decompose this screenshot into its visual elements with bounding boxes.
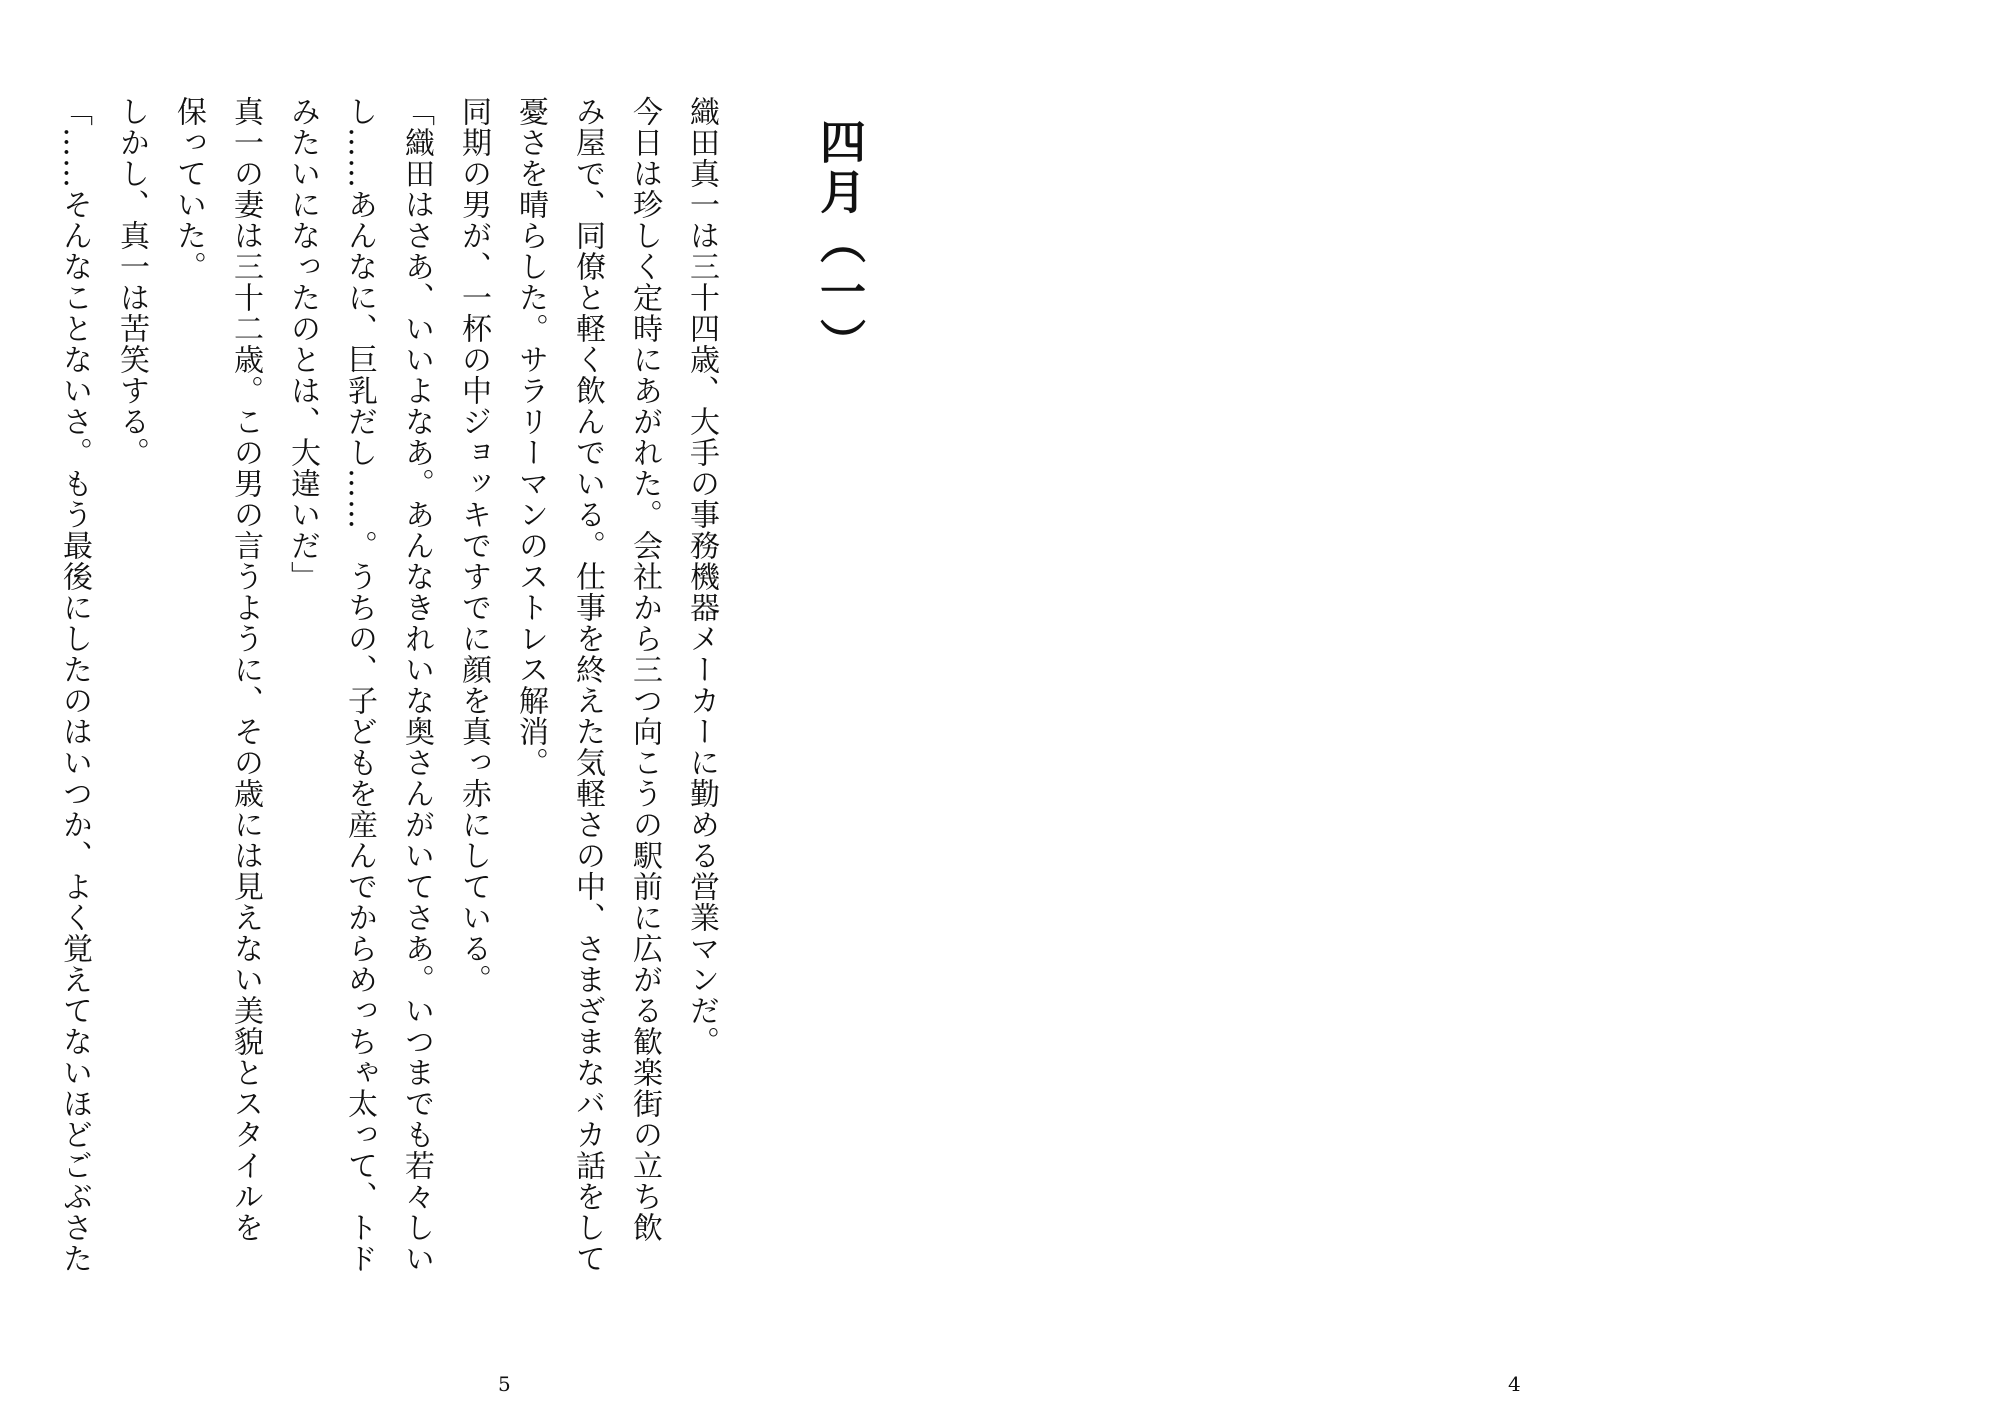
text-line: 織田真一は三十四歳、大手の事務機器メーカーに勤める営業マンだ。 xyxy=(684,96,719,1057)
text-line: 「織田はさあ、いいよなあ。あんなきれいな奥さんがいてさあ。いつまでも若々しい xyxy=(399,96,434,1274)
text-line: 同期の男が、一杯の中ジョッキですでに顔を真っ赤にしている。 xyxy=(456,96,491,995)
right-page xyxy=(1000,0,2000,1410)
page-number: 4 xyxy=(1508,1372,1521,1396)
text-line: 今日は珍しく定時にあがれた。会社から三つ向こうの駅前に広がる歓楽街の立ち飲 xyxy=(627,96,662,1243)
text-line: みたいになったのとは、大違いだ」 xyxy=(285,96,320,592)
text-line: 「……そんなことないさ。もう最後にしたのはいつか、よく覚えてないほどごぶさた xyxy=(57,96,92,1274)
page-number: 5 xyxy=(498,1372,511,1396)
chapter-title: 四月（一） xyxy=(813,118,867,368)
text-line: し……あんなに、巨乳だし……。うちの、子どもを産んでからめっちゃ太って、トド xyxy=(342,96,377,1274)
body-text xyxy=(46,96,730,1346)
text-line: 保っていた。 xyxy=(171,96,206,282)
text-line: しかし、真一は苦笑する。 xyxy=(114,96,149,468)
text-line: 真一の妻は三十二歳。この男の言うように、その歳には見えない美貌とスタイルを xyxy=(228,96,263,1243)
text-line: 憂さを晴らした。サラリーマンのストレス解消。 xyxy=(513,96,548,778)
text-line: み屋で、同僚と軽く飲んでいる。仕事を終えた気軽さの中、さまざまなバカ話をして xyxy=(570,96,605,1274)
